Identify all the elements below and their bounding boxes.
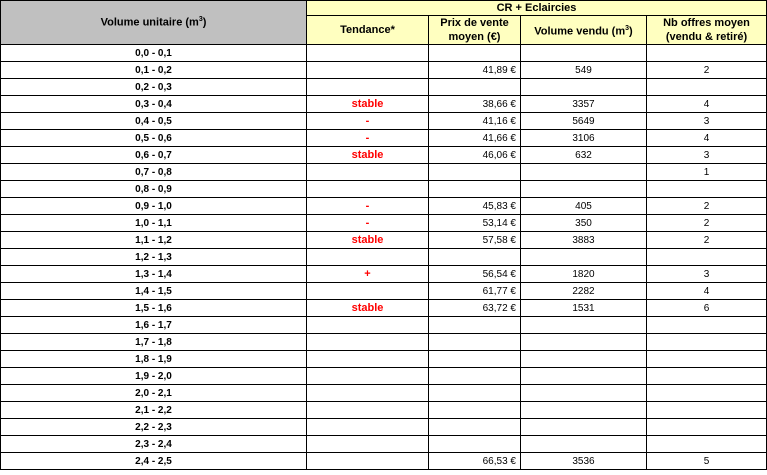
table-row [1, 300, 767, 317]
prix-cell: 66,53 € [429, 453, 521, 470]
prix-cell: 57,58 € [429, 232, 521, 249]
tendance-cell [307, 368, 429, 385]
offres-cell: 3 [647, 147, 767, 164]
volume-cell: 2,0 - 2,1 [1, 385, 307, 402]
tendance-cell: - [307, 215, 429, 232]
tendance-header: Tendance* [307, 16, 429, 45]
table-row [1, 113, 767, 130]
volume-cell: 0,6 - 0,7 [1, 147, 307, 164]
tendance-cell: stable [307, 96, 429, 113]
table-row [1, 181, 767, 198]
vendu-cell [521, 334, 647, 351]
vendu-cell [521, 402, 647, 419]
tendance-cell [307, 419, 429, 436]
offres-header-line1: Nb offres moyen [663, 17, 750, 29]
vendu-cell [521, 385, 647, 402]
volume-cell: 0,0 - 0,1 [1, 45, 307, 62]
volume-header-close: ) [202, 16, 207, 29]
vendu-cell: 2282 [521, 283, 647, 300]
tendance-cell [307, 62, 429, 79]
prix-cell [429, 164, 521, 181]
volume-cell: 1,0 - 1,1 [1, 215, 307, 232]
volume-cell: 0,8 - 0,9 [1, 181, 307, 198]
tendance-cell: + [307, 266, 429, 283]
tendance-cell [307, 283, 429, 300]
tendance-cell [307, 436, 429, 453]
volume-cell: 2,4 - 2,5 [1, 453, 307, 470]
tendance-cell: - [307, 130, 429, 147]
prix-cell [429, 351, 521, 368]
prix-cell [429, 181, 521, 198]
prix-cell: 41,89 € [429, 62, 521, 79]
offres-cell [647, 79, 767, 96]
volume-cell: 1,8 - 1,9 [1, 351, 307, 368]
volume-cell: 2,2 - 2,3 [1, 419, 307, 436]
vendu-cell: 1531 [521, 300, 647, 317]
offres-cell: 2 [647, 215, 767, 232]
volume-cell: 1,5 - 1,6 [1, 300, 307, 317]
offres-cell [647, 351, 767, 368]
table-row [1, 45, 767, 62]
prix-cell [429, 368, 521, 385]
volume-cell: 1,1 - 1,2 [1, 232, 307, 249]
prix-cell [429, 334, 521, 351]
table-row [1, 266, 767, 283]
offres-cell: 4 [647, 130, 767, 147]
prix-header [429, 16, 521, 45]
vendu-cell [521, 317, 647, 334]
tendance-cell [307, 79, 429, 96]
table-row [1, 62, 767, 79]
tendance-cell: stable [307, 300, 429, 317]
tendance-cell [307, 453, 429, 470]
prix-cell [429, 436, 521, 453]
vendu-header-text: Volume vendu (m [534, 25, 626, 38]
tendance-cell [307, 249, 429, 266]
prix-cell: 46,06 € [429, 147, 521, 164]
offres-cell: 3 [647, 113, 767, 130]
volume-cell: 0,7 - 0,8 [1, 164, 307, 181]
vendu-cell [521, 79, 647, 96]
prix-cell: 56,54 € [429, 266, 521, 283]
volume-cell: 0,1 - 0,2 [1, 62, 307, 79]
offres-cell: 3 [647, 266, 767, 283]
volume-cell: 0,5 - 0,6 [1, 130, 307, 147]
vendu-cell: 3536 [521, 453, 647, 470]
table-row [1, 453, 767, 470]
offres-header-line2: (vendu & retiré) [665, 31, 748, 43]
offres-cell [647, 181, 767, 198]
prix-cell [429, 249, 521, 266]
vendu-cell: 5649 [521, 113, 647, 130]
tendance-cell [307, 334, 429, 351]
vendu-cell [521, 164, 647, 181]
table-row [1, 385, 767, 402]
table-row [1, 79, 767, 96]
vendu-cell: 549 [521, 62, 647, 79]
table-row [1, 368, 767, 385]
tendance-cell: - [307, 113, 429, 130]
prix-cell [429, 402, 521, 419]
prix-cell [429, 317, 521, 334]
vendu-header [521, 16, 647, 45]
volume-cell: 1,7 - 1,8 [1, 334, 307, 351]
tendance-cell [307, 385, 429, 402]
vendu-cell: 405 [521, 198, 647, 215]
offres-cell [647, 45, 767, 62]
volume-header [1, 1, 307, 45]
table-row [1, 130, 767, 147]
table-row [1, 317, 767, 334]
volume-cell: 1,4 - 1,5 [1, 283, 307, 300]
offres-cell: 2 [647, 62, 767, 79]
prix-cell: 38,66 € [429, 96, 521, 113]
table-row [1, 351, 767, 368]
vendu-header-unit: 3 [625, 24, 630, 32]
group-header: CR + Eclaircies [307, 1, 767, 16]
volume-header-unit: 3 [198, 16, 203, 24]
prix-cell: 45,83 € [429, 198, 521, 215]
table-row [1, 419, 767, 436]
volume-cell: 1,2 - 1,3 [1, 249, 307, 266]
offres-cell: 4 [647, 283, 767, 300]
tendance-cell: - [307, 198, 429, 215]
offres-cell: 2 [647, 198, 767, 215]
tendance-cell [307, 45, 429, 62]
table-row [1, 334, 767, 351]
vendu-cell: 3106 [521, 130, 647, 147]
volume-cell: 2,1 - 2,2 [1, 402, 307, 419]
vendu-cell: 1820 [521, 266, 647, 283]
offres-cell [647, 334, 767, 351]
vendu-cell [521, 436, 647, 453]
offres-cell: 2 [647, 232, 767, 249]
volume-header-text: Volume unitaire (m [100, 16, 199, 29]
prix-cell [429, 385, 521, 402]
prix-cell [429, 419, 521, 436]
offres-cell: 4 [647, 96, 767, 113]
table-row [1, 402, 767, 419]
prix-cell [429, 79, 521, 96]
tendance-cell [307, 181, 429, 198]
tendance-cell: stable [307, 147, 429, 164]
volume-cell: 0,3 - 0,4 [1, 96, 307, 113]
prix-cell: 53,14 € [429, 215, 521, 232]
table-row [1, 249, 767, 266]
table-row [1, 164, 767, 181]
vendu-cell [521, 419, 647, 436]
volume-cell: 2,3 - 2,4 [1, 436, 307, 453]
table-row [1, 215, 767, 232]
offres-cell [647, 419, 767, 436]
prix-cell: 61,77 € [429, 283, 521, 300]
table-row [1, 232, 767, 249]
vendu-cell [521, 249, 647, 266]
prix-cell [429, 45, 521, 62]
volume-cell: 0,2 - 0,3 [1, 79, 307, 96]
volume-cell: 0,4 - 0,5 [1, 113, 307, 130]
table-row [1, 198, 767, 215]
table-row [1, 96, 767, 113]
vendu-cell: 3357 [521, 96, 647, 113]
offres-cell [647, 385, 767, 402]
prix-cell: 41,16 € [429, 113, 521, 130]
volume-cell: 1,3 - 1,4 [1, 266, 307, 283]
volume-cell: 1,6 - 1,7 [1, 317, 307, 334]
tendance-cell: stable [307, 232, 429, 249]
tendance-cell [307, 402, 429, 419]
vendu-cell [521, 181, 647, 198]
prix-header-line1: Prix de vente [440, 17, 509, 29]
offres-cell: 6 [647, 300, 767, 317]
offres-cell: 5 [647, 453, 767, 470]
vendu-cell: 3883 [521, 232, 647, 249]
volume-cell: 1,9 - 2,0 [1, 368, 307, 385]
offres-cell [647, 368, 767, 385]
vendu-cell: 350 [521, 215, 647, 232]
table-row [1, 436, 767, 453]
prix-cell: 41,66 € [429, 130, 521, 147]
offres-header [647, 16, 767, 45]
table-row [1, 147, 767, 164]
vendu-cell: 632 [521, 147, 647, 164]
vendu-cell [521, 351, 647, 368]
offres-cell [647, 402, 767, 419]
tendance-cell [307, 164, 429, 181]
vendu-cell [521, 45, 647, 62]
offres-cell: 1 [647, 164, 767, 181]
prix-cell: 63,72 € [429, 300, 521, 317]
offres-cell [647, 436, 767, 453]
prix-header-line2: moyen (€) [448, 31, 501, 43]
tendance-cell [307, 351, 429, 368]
volume-cell: 0,9 - 1,0 [1, 198, 307, 215]
table-body [1, 45, 767, 470]
offres-cell [647, 317, 767, 334]
tendance-cell [307, 317, 429, 334]
table-row [1, 283, 767, 300]
vendu-header-close: ) [629, 25, 633, 38]
offres-cell [647, 249, 767, 266]
vendu-cell [521, 368, 647, 385]
